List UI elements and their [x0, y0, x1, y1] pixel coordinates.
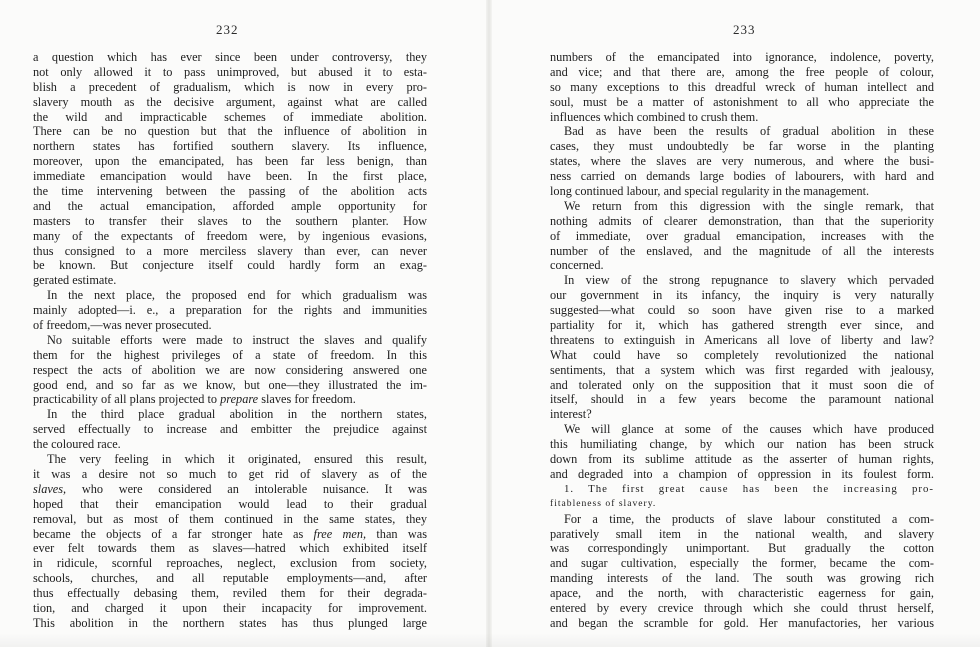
text-line: respect the acts of abolition we are now considering answered one — [33, 362, 427, 377]
italic-word: prepare — [220, 392, 259, 407]
text-line: interest? — [550, 407, 592, 422]
text-line: schools, churches, and all reputable employments—and, after — [33, 571, 427, 586]
text-fragment: became the objects of a far stronger hate as — [33, 526, 304, 541]
text-line: partiality for it, which has gathered strength ever since, and — [550, 318, 934, 333]
text-line: ever felt towards them as slaves—hatred which exhibited itself — [33, 541, 427, 556]
right-page-text — [550, 50, 934, 631]
text-line: and tolerated only on the supposition that it must soon die of — [550, 377, 934, 392]
text-line: and degraded into a champion of oppression in its foulest form. — [550, 466, 934, 481]
text-line — [33, 392, 427, 407]
italic-word: free men, — [313, 526, 367, 541]
text-line: and sugar cultivation, especially the former, became the com- — [550, 556, 934, 571]
text-line: Bad as have been the results of gradual abolition in these — [564, 124, 934, 139]
text-line: thus effectually debasing them, reviled them for their degrada- — [33, 586, 427, 601]
text-line: threatens to extinguish in Americans all love of liberty and law? — [550, 332, 934, 347]
text-line: We will glance at some of the causes which have produced — [564, 422, 934, 437]
text-line: The very feeling in which it originated, ensured this result, — [47, 452, 427, 467]
text-line: a question which has ever since been under controversy, they — [33, 50, 427, 64]
text-line: entered by every crevice through which she could thrust herself, — [550, 600, 934, 615]
text-line: the time intervening between the passing of the abolition acts — [33, 184, 427, 199]
section-heading-cont: fitableness of slavery. — [550, 497, 657, 509]
text-line: In view of the strong repugnance to slavery which pervaded — [564, 273, 934, 288]
text-line: numbers of the emancipated into ignorance, indolence, poverty, — [550, 50, 934, 64]
text-line: and vice; and that there are, among the free people of colour, — [550, 64, 934, 79]
text-line: gerated estimate. — [33, 273, 117, 288]
text-fragment: practicability of all plans projected to — [33, 392, 218, 407]
text-line: number of the enslaved, and the magnitude of all the interests — [550, 243, 934, 258]
text-line: it was a desire not so much to get rid of slavery as of the — [33, 466, 427, 481]
text-line: tion, and charged it upon their incapacity for improvement. — [33, 600, 427, 615]
text-line: removal, but as most of them continued in the same states, they — [33, 511, 427, 526]
text-line: our government in its infancy, the inquiry is very naturally — [550, 288, 934, 303]
text-line: this humiliating change, by which our nation has been struck — [550, 437, 934, 452]
left-page — [0, 0, 488, 647]
text-line: be known. But conjecture itself could hardly form an exag- — [33, 258, 427, 273]
text-line: ness carried on demands large bodies of labourers, with hard and — [550, 169, 934, 184]
text-line: suggested—what could so soon have given rise to a marked — [550, 303, 934, 318]
text-line: cases, they must undoubtedly be far worse in the planting — [550, 139, 934, 154]
text-line: masters to transfer their slaves to the southern planter. How — [33, 213, 427, 228]
text-line: the coloured race. — [33, 437, 121, 452]
text-line: manding interests of the land. The south was growing rich — [550, 571, 934, 586]
text-line: What could have so completely revolutionized the national — [550, 347, 934, 362]
text-line: No suitable efforts were made to instruct the slaves and qualify — [47, 332, 427, 347]
text-line: not only allowed it to pass unimproved, but abused it to esta- — [33, 64, 427, 79]
text-line — [33, 482, 427, 497]
text-line: itself, should in a few years become the paramount national — [550, 392, 934, 407]
text-line: and the actual emancipation, afforded ample opportunity for — [33, 198, 427, 213]
left-page-text — [33, 50, 427, 631]
text-line: blish a precedent of gradualism, which is now in every pro- — [33, 79, 427, 94]
text-line: of freedom,—was never prosecuted. — [33, 318, 212, 333]
text-line: and began the scramble for gold. Her manufactories, her various — [550, 615, 934, 630]
text-fragment: slaves for freedom. — [258, 392, 356, 407]
text-line: For a time, the products of slave labour constituted a com- — [564, 511, 934, 526]
text-line: states, where the slaves are very numerous, and where the busi- — [550, 154, 934, 169]
text-line: slavery mouth as the decisive argument, against what are called — [33, 94, 427, 109]
text-line: In the third place gradual abolition in the northern states, — [47, 407, 427, 422]
text-line: northern states has fortified southern slavery. Its influence, — [33, 139, 427, 154]
italic-word: slaves, — [33, 481, 67, 496]
text-line: was correspondingly unimportant. But gradually the cotton — [550, 541, 934, 556]
text-line: nothing admits of clearer demonstration, than that the superiority — [550, 213, 934, 228]
page-bottom-shade — [0, 633, 980, 647]
text-line: the wild and impracticable schemes of immediate abolition. — [33, 109, 427, 124]
text-line: many of the expectants of freedom were, by ingenious evasions, — [33, 228, 427, 243]
text-line: good end, and so far as we know, but one—they illustrated the im- — [33, 377, 427, 392]
page-number: 233 — [733, 22, 756, 37]
text-line: In the next place, the proposed end for which gradualism was — [47, 288, 427, 303]
text-line: This abolition in the northern states has thus plunged large — [33, 615, 427, 630]
text-line: mainly adopted—i. e., a preparation for the rights and immunities — [33, 303, 427, 318]
text-line: apace, and the north, with characteristic eagerness for gain, — [550, 586, 934, 601]
right-page — [490, 0, 980, 647]
section-heading: 1. The first great cause has been the increasing pro- — [564, 482, 934, 495]
text-line: thus consigned to a more merciless slavery than ever, can never — [33, 243, 427, 258]
text-fragment: who were considered an intolerable nuisance. It was — [81, 481, 427, 496]
text-fragment: than was — [366, 526, 427, 541]
text-line: down from its sublime attitude as the asserter of human rights, — [550, 452, 934, 467]
text-line: sentiments, that a system which was first regarded with jealousy, — [550, 362, 934, 377]
text-line: paratively small item in the national wealth, and slavery — [550, 526, 934, 541]
text-line: We return from this digression with the single remark, that — [564, 198, 934, 213]
text-line: long continued labour, and special regularity in the management. — [550, 184, 870, 199]
text-line: influences which combined to crush them. — [550, 109, 759, 124]
text-line: so many exceptions to this dreadful wreck of human intellect and — [550, 79, 934, 94]
text-line: concerned. — [550, 258, 604, 273]
text-line: moreover, upon the emancipated, has been far less benign, than — [33, 154, 427, 169]
text-line: immediate emancipation would have been. In the first place, — [33, 169, 427, 184]
text-line: in ridicule, scornful reproaches, neglect, exclusion from society, — [33, 556, 427, 571]
text-line: of immediate, over gradual emancipation, increases with the — [550, 228, 934, 243]
text-line: There can be no question but that the influence of abolition in — [33, 124, 427, 139]
text-line: soul, must be a matter of astonishment to all who appreciate the — [550, 94, 934, 109]
page-number: 232 — [216, 22, 239, 37]
text-line: served effectually to increase and embitter the prejudice against — [33, 422, 427, 437]
text-line: hoped that their emancipation would lead to their gradual — [33, 496, 427, 511]
text-line: them for the highest privileges of a state of freedom. In this — [33, 347, 427, 362]
text-line — [33, 527, 427, 542]
